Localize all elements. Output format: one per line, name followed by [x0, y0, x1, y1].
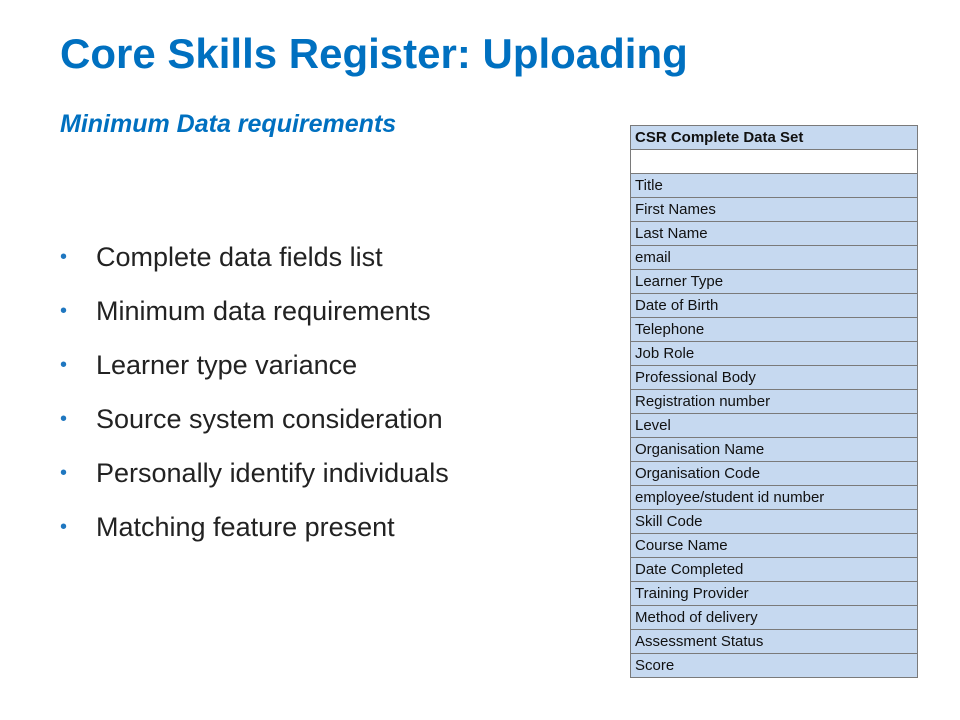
bullet-item	[60, 392, 449, 446]
bullet-text: Personally identify individuals	[96, 457, 449, 488]
table-row	[631, 438, 918, 462]
table-cell: Job Role	[631, 342, 918, 366]
table-row	[631, 510, 918, 534]
table-cell: Method of delivery	[631, 606, 918, 630]
table-cell: Course Name	[631, 534, 918, 558]
table-cell: Last Name	[631, 222, 918, 246]
table-row	[631, 294, 918, 318]
bullet-dot-icon: •	[60, 354, 68, 376]
table-row	[631, 534, 918, 558]
table-cell: First Names	[631, 198, 918, 222]
table-row	[631, 150, 918, 174]
bullet-dot-icon: •	[60, 300, 68, 322]
table-cell: Title	[631, 174, 918, 198]
bullet-dot-icon: •	[60, 246, 68, 268]
table-row	[631, 222, 918, 246]
table-cell: Organisation Code	[631, 462, 918, 486]
table-row	[631, 606, 918, 630]
bullet-item	[60, 230, 449, 284]
table-row	[631, 270, 918, 294]
table-cell: Registration number	[631, 390, 918, 414]
table-cell: Skill Code	[631, 510, 918, 534]
table-cell: Assessment Status	[631, 630, 918, 654]
table-cell: Learner Type	[631, 270, 918, 294]
bullet-dot-icon: •	[60, 408, 68, 430]
table-row	[631, 198, 918, 222]
table-row	[631, 318, 918, 342]
bullet-text: Source system consideration	[96, 403, 443, 434]
table-cell: Professional Body	[631, 366, 918, 390]
table-cell: Level	[631, 414, 918, 438]
table-cell: Organisation Name	[631, 438, 918, 462]
table-row	[631, 342, 918, 366]
table-row	[631, 246, 918, 270]
slide-title: Core Skills Register: Uploading	[60, 30, 688, 77]
table-row	[631, 366, 918, 390]
bullet-text: Minimum data requirements	[96, 295, 431, 326]
table-cell: Telephone	[631, 318, 918, 342]
table-cell: Training Provider	[631, 582, 918, 606]
table-row	[631, 558, 918, 582]
table-row	[631, 630, 918, 654]
table-cell: Date of Birth	[631, 294, 918, 318]
bullet-text: Matching feature present	[96, 511, 395, 542]
table-row	[631, 390, 918, 414]
table-header-row	[631, 126, 918, 150]
bullet-item	[60, 500, 449, 554]
bullet-item	[60, 338, 449, 392]
table-cell-blank	[631, 150, 918, 174]
table-row	[631, 174, 918, 198]
table-row	[631, 462, 918, 486]
bullet-item	[60, 284, 449, 338]
table-header: CSR Complete Data Set	[631, 126, 918, 150]
bullet-dot-icon: •	[60, 462, 68, 484]
bullet-text: Learner type variance	[96, 349, 358, 380]
csr-data-table	[630, 125, 918, 678]
table-row	[631, 414, 918, 438]
table-row	[631, 654, 918, 678]
slide-subtitle: Minimum Data requirements	[60, 110, 397, 138]
table-cell: employee/student id number	[631, 486, 918, 510]
bullet-item	[60, 446, 449, 500]
bullet-text: Complete data fields list	[96, 241, 383, 272]
table-cell: email	[631, 246, 918, 270]
table-row	[631, 582, 918, 606]
bullet-dot-icon: •	[60, 516, 68, 538]
table-cell: Score	[631, 654, 918, 678]
table-cell: Date Completed	[631, 558, 918, 582]
table-row	[631, 486, 918, 510]
bullet-list	[60, 230, 449, 554]
